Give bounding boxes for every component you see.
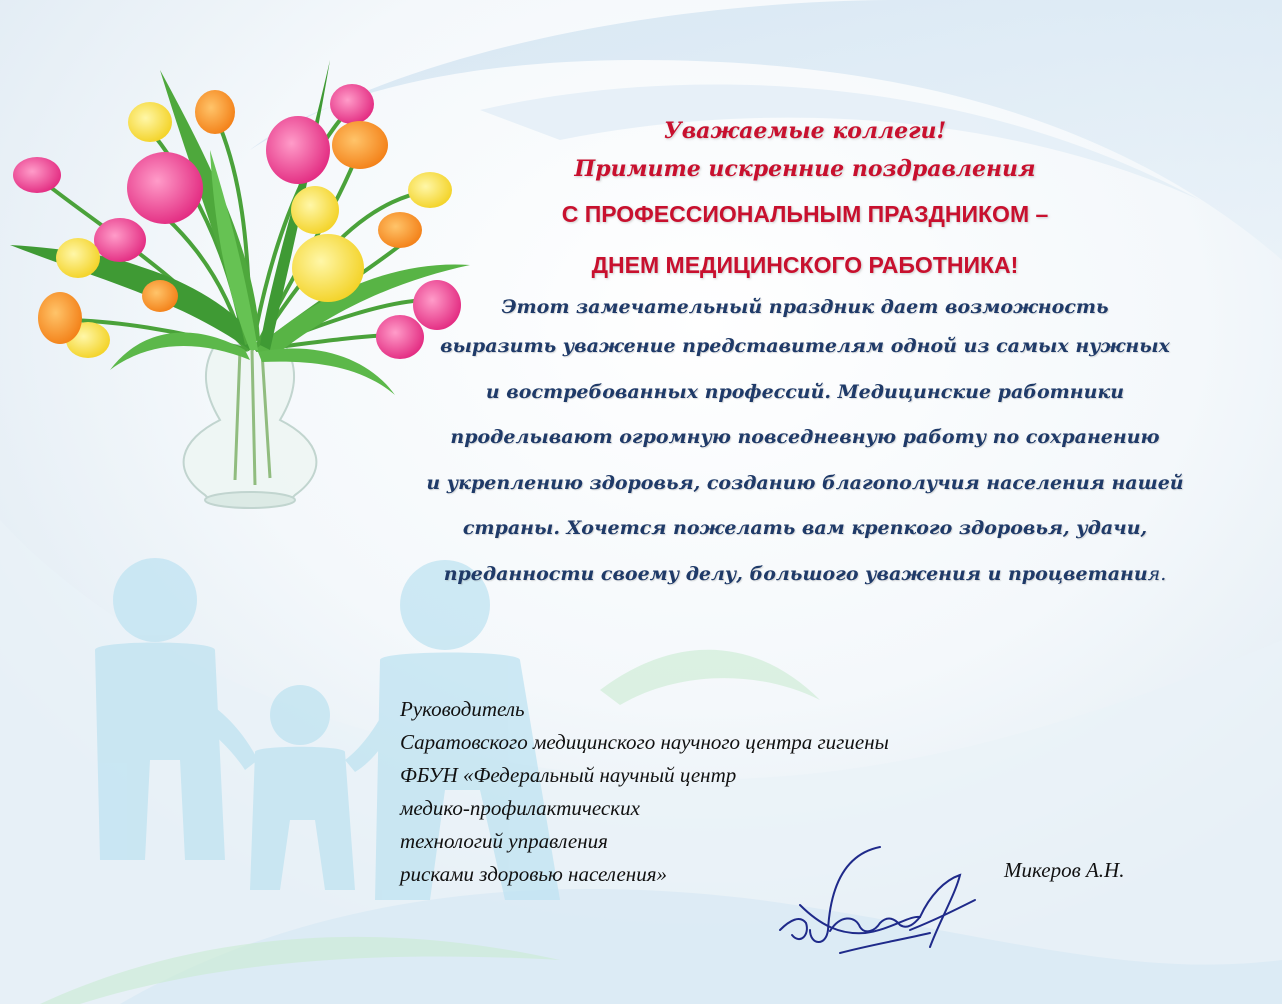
greeting-holiday-line2: ДНЕМ МЕДИЦИНСКОГО РАБОТНИКА! <box>591 252 1019 278</box>
signature-line: рисками здоровью населения» <box>400 862 667 886</box>
greeting-block <box>400 112 1210 597</box>
greeting-holiday-line1: С ПРОФЕССИОНАЛЬНЫМ ПРАЗДНИКОМ – <box>561 201 1049 227</box>
signature-line: медико-профилактических <box>400 796 640 820</box>
body-line: и укреплению здоровья, созданию благополучия населения нашей <box>426 471 1184 494</box>
signer-name: Микеров А.Н. <box>1004 858 1125 882</box>
body-line: и востребованных профессий. Медицинские работники <box>485 380 1125 403</box>
signature-line: Саратовского медицинского научного центра гигиены <box>400 730 889 754</box>
greeting-body <box>400 290 1210 597</box>
signature-title: Руководитель <box>400 697 525 721</box>
body-line: преданности своему делу, большого уважения и процветани <box>443 562 1148 585</box>
signature-line: ФБУН «Федеральный научный центр <box>400 763 737 787</box>
greeting-salutation: Уважаемые коллеги! <box>663 118 947 144</box>
handwritten-signature-icon <box>770 835 990 970</box>
greeting-congratulations: Примите искренние поздравления <box>574 156 1036 182</box>
body-line-tail: я. <box>1147 562 1167 585</box>
signature-line: технологий управления <box>400 829 608 853</box>
body-line: проделывают огромную повседневную работу по сохранению <box>450 426 1160 448</box>
body-line: Этот замечательный праздник дает возможность <box>501 296 1109 318</box>
body-line-last <box>400 552 1210 598</box>
body-line: страны. Хочется пожелать вам крепкого здоровья, удачи, <box>462 517 1148 539</box>
body-line: выразить уважение представителям одной из самых нужных <box>440 335 1170 357</box>
